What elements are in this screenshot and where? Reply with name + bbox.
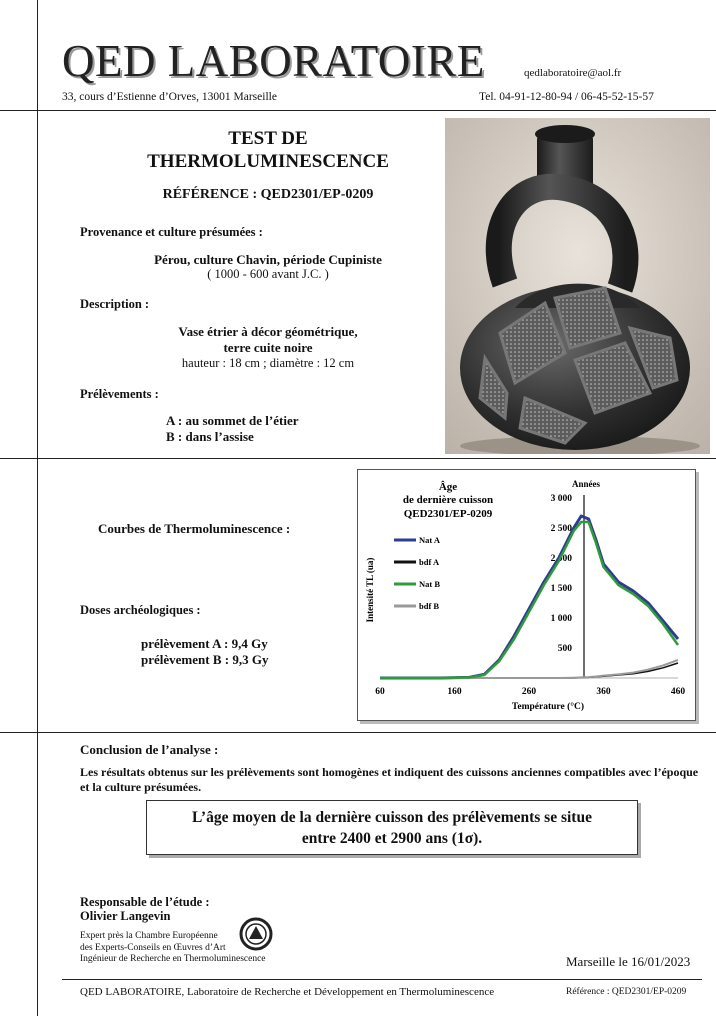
chart-y-tick-3: 2 000 [550, 554, 572, 564]
header-divider [0, 110, 716, 111]
lab-logo-title: QED LABORATOIRE [62, 36, 485, 86]
chart-series-nat-b [380, 522, 678, 678]
responsible-titles [80, 931, 266, 966]
expert-seal-icon [239, 917, 273, 951]
section-divider-1 [0, 458, 716, 459]
chart-series-bdf-b [380, 660, 678, 678]
stirrup-vase-image [445, 118, 710, 454]
chart-y2-label: Années [571, 479, 601, 489]
chart-x-tick-0: 60 [375, 687, 385, 697]
samples-label: Prélèvements : [80, 387, 159, 401]
object-photo [445, 118, 710, 454]
chart-title-line3: QED2301/EP-0209 [403, 508, 493, 520]
chart-legend-label-3: bdf B [419, 601, 440, 611]
dose-b: prélèvement B : 9,3 Gy [141, 652, 269, 667]
description-dimensions: hauteur : 18 cm ; diamètre : 12 cm [181, 356, 355, 370]
chart-y-tick-1: 1 000 [550, 614, 572, 624]
chart-legend-label-0: Nat A [419, 535, 441, 545]
footer-reference: Référence : QED2301/EP-0209 [566, 987, 687, 997]
chart-x-tick-4: 460 [670, 687, 686, 697]
responsible-label: Responsable de l’étude : [80, 895, 210, 909]
conclusion-box-line2: entre 2400 et 2900 ans (1σ). [301, 830, 483, 847]
chart-y-tick-0: 500 [557, 644, 572, 654]
footer-lab-desc: , Laboratoire de Recherche et Développement en Thermoluminescence [181, 986, 495, 998]
lab-address: 33, cours d’Estienne d’Orves, 13001 Marseille [62, 91, 277, 103]
chart-y-tick-4: 2 500 [550, 524, 572, 534]
test-title [118, 127, 418, 173]
chart-title-line2: de dernière cuisson [402, 494, 494, 506]
description-line2: terre cuite noire [223, 340, 313, 355]
chart-y-tick-5: 3 000 [550, 494, 572, 504]
section-divider-2 [0, 732, 716, 733]
test-title-line1: TEST DE [228, 128, 308, 149]
curves-label: Courbes de Thermoluminescence : [98, 521, 291, 536]
place-date: Marseille le 16/01/2023 [566, 954, 691, 969]
footer-lab-name: QED LABORATOIRE [80, 986, 182, 998]
chart-x-tick-1: 160 [447, 687, 462, 697]
chart-title-line1: Âge [438, 481, 458, 493]
tl-chart [357, 469, 696, 721]
description-line1: Vase étrier à décor géométrique, [178, 324, 358, 339]
tl-chart-svg [358, 470, 695, 720]
chart-y-tick-2: 1 500 [550, 584, 572, 594]
conclusion-label: Conclusion de l’analyse : [80, 742, 219, 757]
responsible-title-1: Expert près la Chambre Européenne [80, 931, 218, 941]
conclusion-text: Les résultats obtenus sur les prélèvements sont homogènes et indiquent des cuissons anciennes compatibles avec l’époque et la culture présumées. [80, 765, 699, 794]
lab-email[interactable]: qedlaboratoire@aol.fr [524, 67, 622, 79]
chart-x-tick-3: 360 [596, 687, 611, 697]
chart-legend-label-1: bdf A [419, 557, 440, 567]
test-reference: RÉFÉRENCE : QED2301/EP-0209 [162, 187, 374, 202]
responsible-name: Olivier Langevin [80, 909, 171, 923]
lab-phone: Tel. 04-91-12-80-94 / 06-45-52-15-57 [479, 91, 654, 103]
provenance-value: Pérou, culture Chavin, période Cupiniste [154, 252, 382, 267]
chart-y-label: Intensité TL (ua) [365, 557, 375, 623]
conclusion-box-line1: L’âge moyen de la dernière cuisson des prélèvements se situe [192, 809, 592, 826]
chart-x-label: Température (°C) [511, 702, 585, 712]
sample-a: A : au sommet de l’étier [166, 413, 299, 428]
left-margin-line [37, 0, 38, 1016]
responsible-title-2: des Experts-Conseils en Œuvres d’Art [80, 942, 226, 953]
provenance-dates: ( 1000 - 600 avant J.C. ) [207, 267, 329, 281]
dose-a: prélèvement A : 9,4 Gy [141, 636, 268, 651]
description-label: Description : [80, 297, 150, 311]
conclusion-box [146, 800, 638, 855]
footer-divider [62, 979, 702, 980]
chart-x-tick-2: 260 [521, 687, 537, 697]
chart-legend-label-2: Nat B [419, 579, 441, 589]
provenance-label: Provenance et culture présumées : [80, 225, 263, 239]
chart-series-bdf-a [380, 663, 678, 678]
sample-b: B : dans l’assise [166, 429, 254, 444]
test-title-line2: THERMOLUMINESCENCE [147, 151, 389, 172]
responsible-title-3: Ingénieur de Recherche en Thermoluminescence [80, 954, 266, 964]
footer-lab [80, 986, 494, 998]
doses-label: Doses archéologiques : [80, 603, 201, 617]
